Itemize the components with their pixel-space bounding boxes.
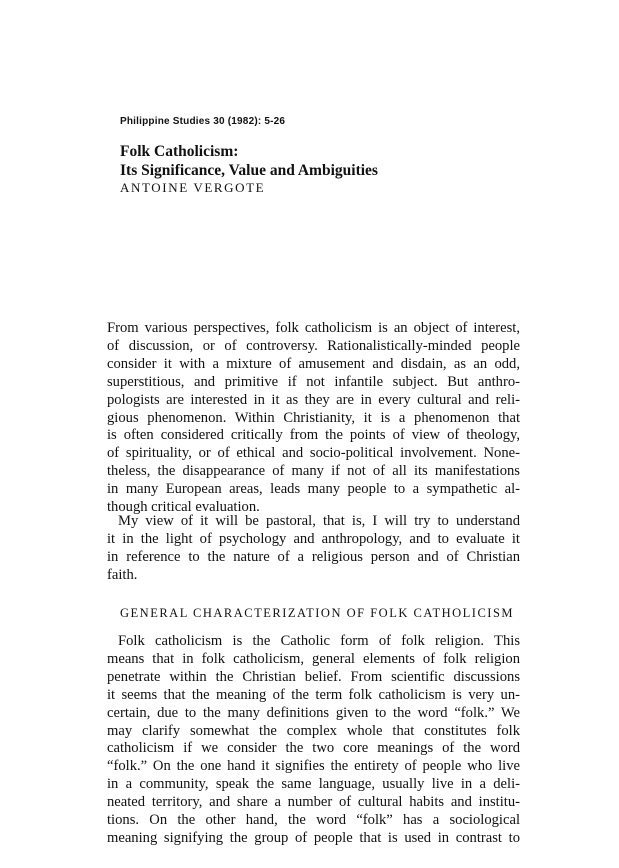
text-line: Folk catholicism is the Catholic form of folk religion. This	[118, 633, 520, 649]
paragraph-characterization	[107, 633, 520, 848]
section-heading: GENERAL CHARACTERIZATION OF FOLK CATHOLICISM	[120, 606, 515, 620]
text-line: certain, due to the many definitions given to the word “folk.” We	[107, 704, 520, 721]
text-line: in a community, speak the same language, usually live in a deli-	[107, 776, 520, 793]
subtitle-line: Its Significance, Value and Ambiguities	[120, 162, 378, 179]
text-line: tions. On the other hand, the word “folk” has a sociological	[107, 812, 520, 829]
text-line: gious phenomenon. Within Christianity, it is a phenomenon that	[107, 409, 520, 426]
text-line: may clarify somewhat the complex whole that constitutes folk	[107, 722, 520, 739]
text-line: it seems that the meaning of the term folk catholicism is very un-	[107, 686, 520, 703]
author-name: ANTOINE VERGOTE	[120, 180, 266, 195]
text-line: means that in folk catholicism, general elements of folk religion	[107, 650, 520, 667]
text-line: though critical evaluation.	[107, 499, 260, 516]
text-line: it in the light of psychology and anthropology, and to evaluate it	[107, 530, 520, 547]
text-line: neated territory, and share a number of cultural habits and institu-	[107, 794, 520, 811]
journal-citation: Philippine Studies 30 (1982): 5-26	[120, 116, 286, 127]
text-line: catholicism if we consider the two core meanings of the word	[107, 740, 520, 757]
text-line: meaning signifying the group of people that is used in contrast to	[107, 829, 520, 846]
text-line: is often considered critically from the points of view of theology,	[107, 427, 520, 444]
paragraph-intro	[107, 320, 520, 517]
text-line: “folk.” On the one hand it signifies the entirety of people who live	[107, 758, 520, 775]
text-line: in reference to the nature of a religious person and of Christian	[107, 548, 520, 565]
text-line: penetrate within the Christian belief. From scientific discussions	[107, 668, 520, 685]
text-line: of discussion, or of controversy. Rationalistically-minded people	[107, 337, 520, 354]
article-title	[120, 142, 378, 180]
text-line: From various perspectives, folk catholicism is an object of interest,	[107, 320, 520, 336]
text-line: pologists are interested in it as they are in every cultural and reli-	[107, 391, 520, 408]
text-line: consider it with a mixture of amusement and disdain, as an odd,	[107, 355, 520, 372]
text-line: of spirituality, or of ethical and socio-political involvement. None-	[107, 445, 520, 462]
text-line: in many European areas, leads many people to a sympathetic al-	[107, 481, 520, 498]
title-line: Folk Catholicism:	[120, 143, 239, 160]
text-line: theless, the disappearance of many if not of all its manifestations	[107, 463, 520, 480]
text-line: My view of it will be pastoral, that is, I will try to understand	[118, 513, 520, 529]
text-line: superstitious, and primitive if not infantile subject. But anthro-	[107, 373, 520, 390]
text-line: faith.	[107, 566, 138, 583]
paragraph-pastoral	[107, 513, 520, 585]
